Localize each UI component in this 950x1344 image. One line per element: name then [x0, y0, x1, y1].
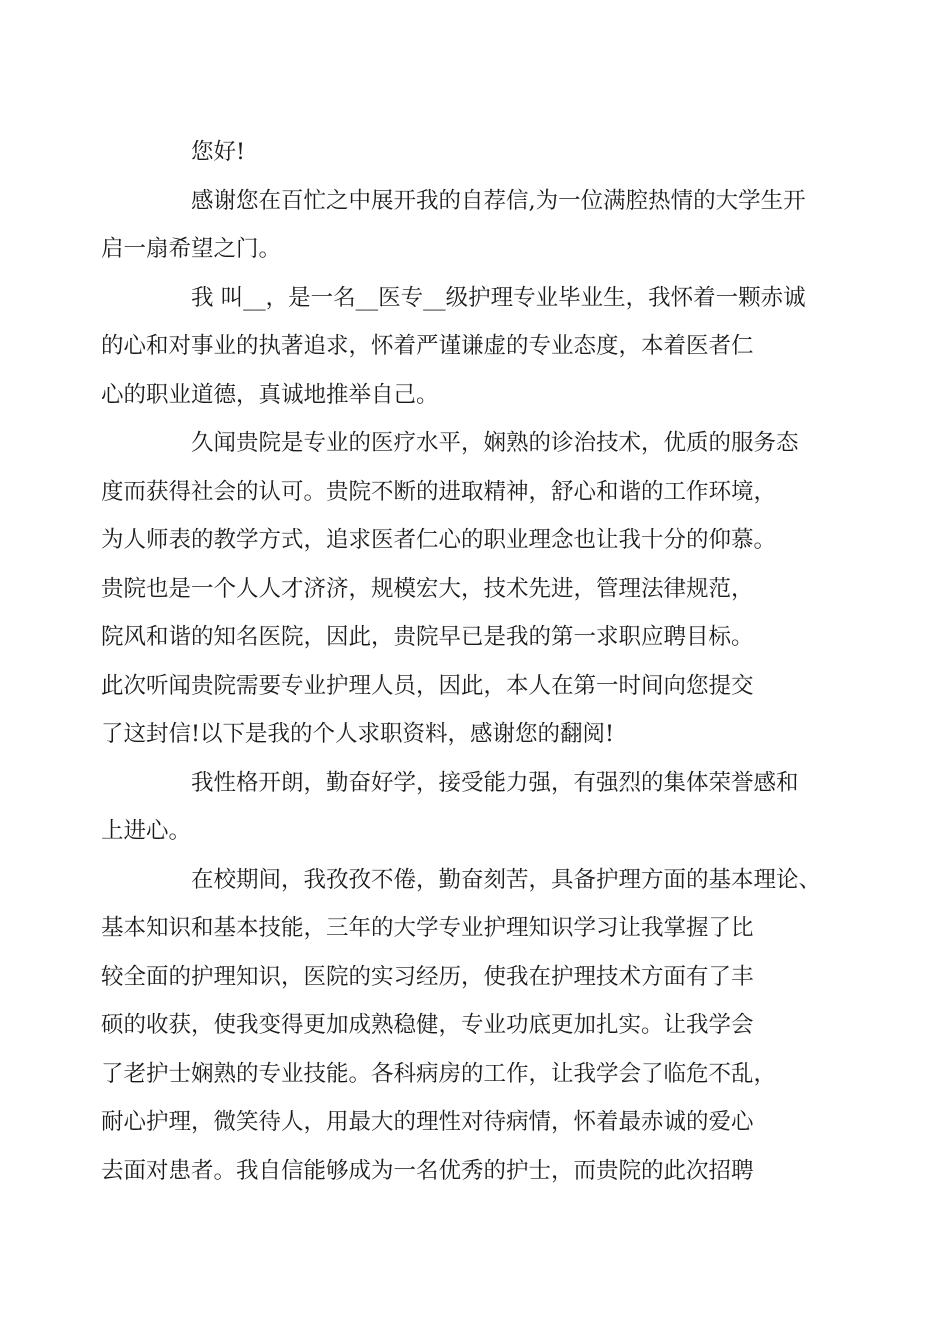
paragraph-personality — [101, 759, 822, 856]
paragraph-education — [101, 856, 822, 1196]
text-line: 在校期间，我孜孜不倦，勤奋刻苦，具备护理方面的基本理论、 — [191, 866, 822, 893]
text-line: 我 叫__，是一名__医专__级护理专业毕业生，我怀着一颗赤诚 — [191, 284, 806, 311]
paragraph-hospital-admiration — [101, 419, 822, 759]
text-line: 此次听闻贵院需要专业护理人员，因此，本人在第一时间向您提交 — [101, 672, 754, 699]
text-line: 久闻贵院是专业的医疗水平，娴熟的诊治技术，优质的服务态 — [191, 430, 799, 456]
text-line: 启一扇希望之门。 — [101, 236, 282, 262]
text-line: 上进心。 — [101, 818, 192, 844]
text-line: 去面对患者。我自信能够成为一名优秀的护士，而贵院的此次招聘 — [101, 1157, 754, 1184]
text-line: 度而获得社会的认可。贵院不断的进取精神，舒心和谐的工作环境， — [101, 478, 777, 505]
text-line: 您好! — [191, 139, 246, 165]
text-line: 耐心护理，微笑待人，用最大的理性对待病情，怀着最赤诚的爱心 — [101, 1109, 754, 1135]
text-line: 我性格开朗，勤奋好学，接受能力强，有强烈的集体荣誉感和 — [191, 769, 799, 796]
greeting — [146, 128, 822, 177]
text-line: 心的职业道德，真诚地推举自己。 — [101, 381, 439, 408]
text-line: 较全面的护理知识，医院的实习经历，使我在护理技术方面有了丰 — [101, 963, 754, 990]
text-line: 院风和谐的知名医院，因此，贵院早已是我的第一求职应聘目标。 — [101, 624, 754, 650]
text-line: 硕的收获，使我变得更加成熟稳健，专业功底更加扎实。让我学会 — [101, 1012, 754, 1038]
paragraph-thanks — [101, 177, 822, 274]
text-line: 的心和对事业的执著追求，怀着严谨谦虚的专业态度，本着医者仁 — [101, 333, 754, 359]
text-line: 基本知识和基本技能，三年的大学专业护理知识学习让我掌握了比 — [101, 915, 754, 941]
letter-body — [101, 128, 822, 1195]
text-line: 了这封信!以下是我的个人求职资料，感谢您的翻阅! — [101, 721, 615, 747]
text-line: 为人师表的教学方式，追求医者仁心的职业理念也让我十分的仰慕。 — [101, 527, 777, 553]
paragraph-introduction — [101, 274, 822, 420]
text-line: 贵院也是一个人人才济济，规模宏大，技术先进，管理法律规范， — [101, 575, 754, 602]
text-line: 感谢您在百忙之中展开我的自荐信,为一位满腔热情的大学生开 — [191, 187, 806, 214]
text-line: 了老护士娴熟的专业技能。各科病房的工作，让我学会了临危不乱， — [101, 1060, 777, 1087]
